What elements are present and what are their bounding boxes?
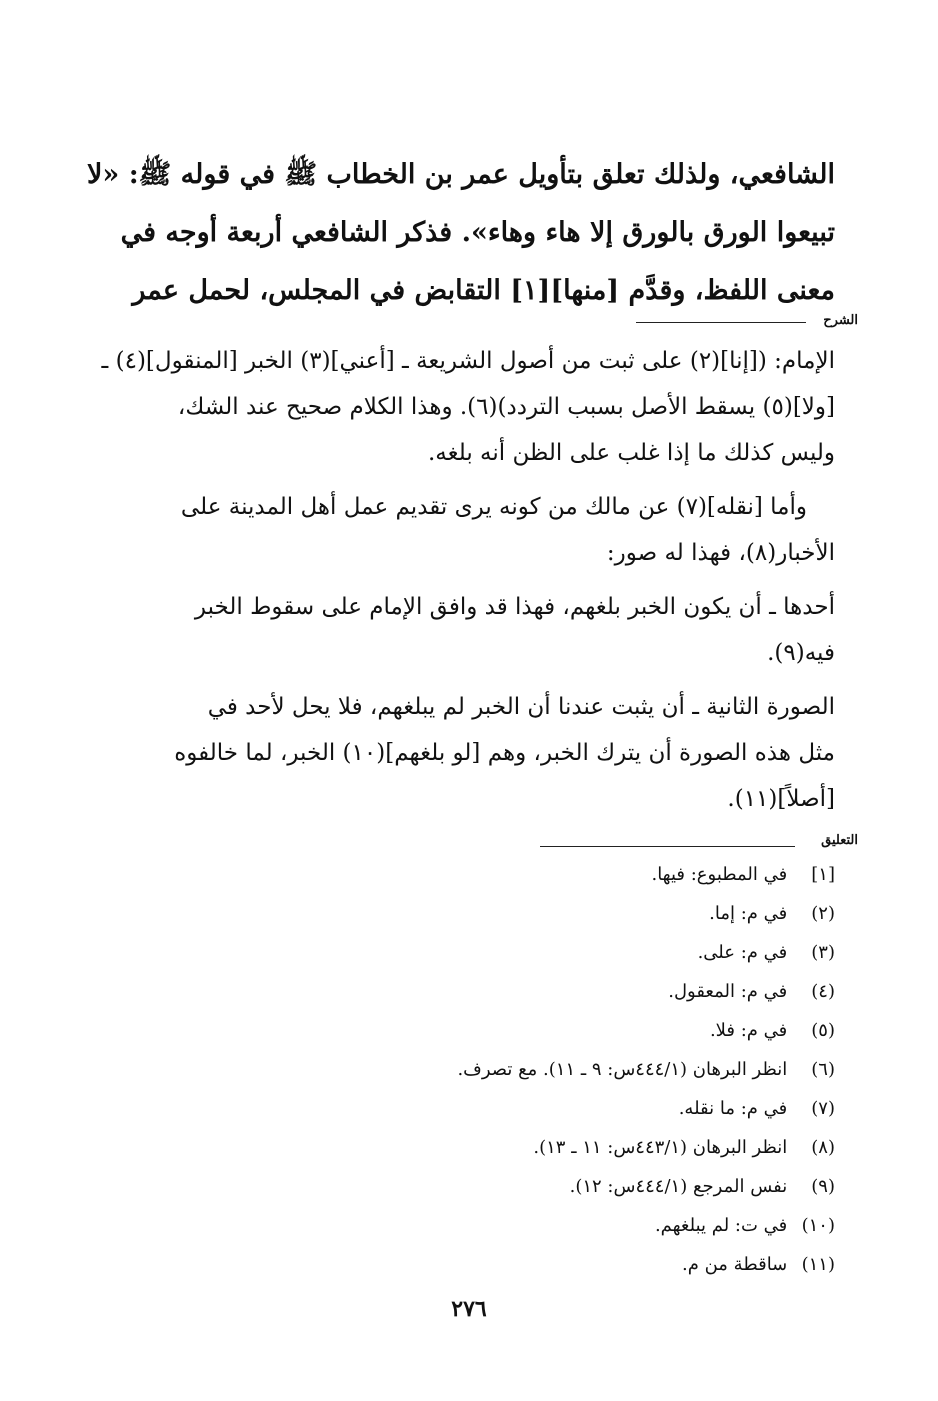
sharh-line: الأخبار(٨)، فهذا له صور:	[606, 540, 835, 566]
footnote-item: (٥) في م: فلا.	[709, 1020, 835, 1041]
footnote-item: (٨) انظر البرهان (٤٤٣/١س: ١١ ـ ١٣).	[533, 1137, 835, 1158]
main-text-line: الشافعي، ولذلك تعلق بتأويل عمر بن الخطاب ﷺ في قوله ﷺ: «لا	[87, 159, 835, 190]
taliq-divider	[540, 846, 795, 847]
sharh-line: أحدها ـ أن يكون الخبر بلغهم، فهذا قد وافق الإمام على سقوط الخبر	[194, 594, 835, 620]
sharh-line: الإمام: ([إنا](٢) على ثبت من أصول الشريعة ـ [أعني](٣) الخبر [المنقول](٤) ـ	[101, 348, 835, 374]
sharh-line: [ولا](٥) يسقط الأصل بسبب التردد)(٦). وهذا الكلام صحيح عند الشك،	[177, 394, 835, 420]
footnote-item: (٣) في م: على.	[697, 942, 835, 963]
footnotes	[275, 855, 835, 1284]
main-text-line: تبيعوا الورق بالورق إلا هاء وهاء». فذكر الشافعي أربعة أوجه في	[120, 217, 835, 248]
footnote-item: (٩) نفس المرجع (٤٤٤/١س: ١٢).	[569, 1176, 835, 1197]
footnote-item: (٤) في م: المعقول.	[668, 981, 835, 1002]
footnote-item: (٢) في م: إما.	[709, 903, 835, 924]
sharh-line: مثل هذه الصورة أن يترك الخبر، وهم [لو بلغهم](١٠) الخبر، لما خالفوه	[174, 740, 835, 766]
sharh-text	[101, 338, 835, 822]
sharh-line: [أصلاً](١١).	[727, 786, 835, 812]
footnote-item: (٦) انظر البرهان (٤٤٤/١س: ٩ ـ ١١). مع تصرف.	[457, 1059, 835, 1080]
footnote-item: (١٠) في ت: لم يبلغهم.	[654, 1215, 835, 1236]
sharh-divider	[636, 322, 806, 323]
footnote-item: (٧) في م: ما نقله.	[678, 1098, 835, 1119]
footnote-item: [١] في المطبوع: فيها.	[651, 864, 835, 885]
taliq-label: التعليق	[821, 833, 858, 848]
sharh-line: وليس كذلك ما إذا غلب على الظن أنه بلغه.	[427, 440, 835, 466]
footnote-item: (١١) ساقطة من م.	[682, 1254, 835, 1275]
main-text-line: معنى اللفظ، وقدَّم [منها][١] التقابض في المجلس، لحمل عمر	[132, 275, 835, 306]
sharh-line: وأما [نقله](٧) عن مالك من كونه يرى تقديم عمل أهل المدينة على	[180, 494, 807, 520]
sharh-line: الصورة الثانية ـ أن يثبت عندنا أن الخبر لم يبلغهم، فلا يحل لأحد في	[207, 694, 835, 720]
page-number: ٢٧٦	[451, 1296, 487, 1322]
sharh-line: فيه(٩).	[767, 640, 835, 666]
sharh-label: الشرح	[823, 313, 858, 328]
main-text	[87, 146, 835, 320]
